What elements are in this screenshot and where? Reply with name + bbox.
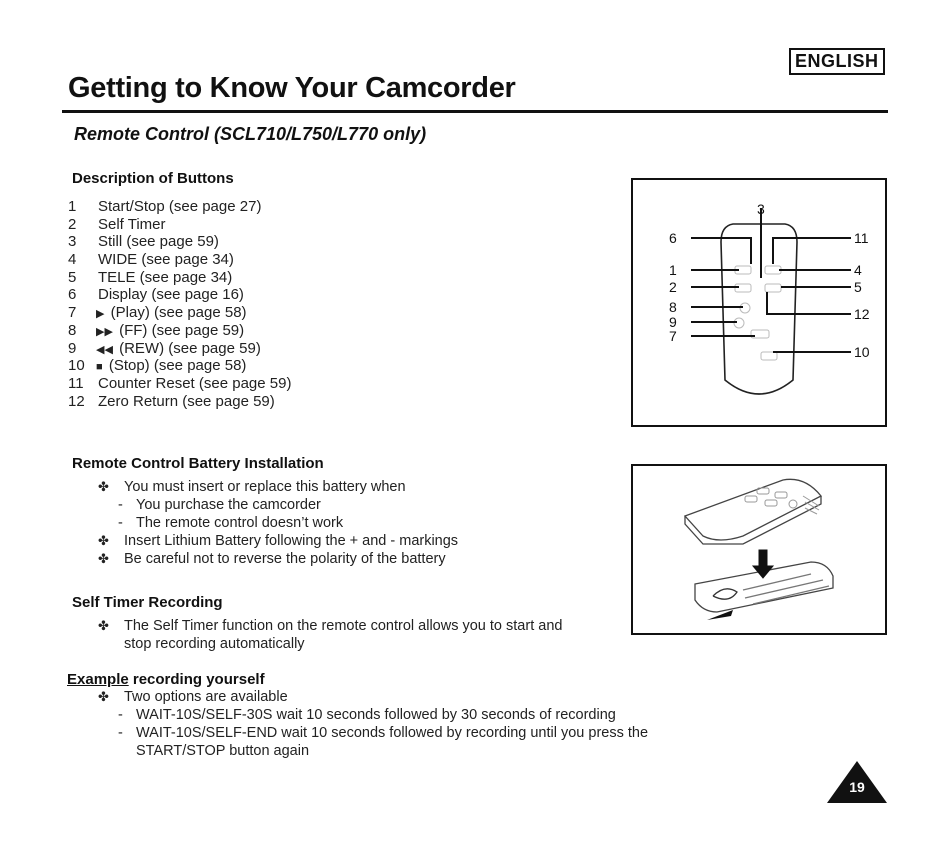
bullet-icon: ✤	[98, 479, 109, 494]
diagram-label-9: 9	[669, 314, 677, 330]
bullet-icon: ✤	[98, 533, 109, 548]
list-item: 3 Still (see page 59)	[68, 233, 219, 251]
example-instructions	[98, 688, 648, 760]
battery-insertion-illustration	[633, 466, 885, 633]
list-item: 4 WIDE (see page 34)	[68, 251, 234, 269]
play-icon: ▶	[96, 308, 105, 321]
list-item: 12 Zero Return (see page 59)	[68, 392, 275, 410]
fast-forward-icon: ▶▶	[96, 325, 113, 338]
button-description-list	[68, 198, 291, 410]
section-title: Remote Control (SCL710/L750/L770 only)	[74, 124, 427, 144]
example-heading	[67, 671, 265, 688]
list-item: START/STOP button again	[136, 743, 310, 759]
list-item: - You purchase the camcorder	[118, 497, 321, 513]
diagram-label-3: 3	[757, 201, 765, 217]
list-item: 2 Self Timer	[68, 215, 166, 233]
diagram-label-11: 11	[854, 230, 869, 246]
list-item: 9 ◀◀ (REW) (see page 59)	[68, 339, 261, 357]
bullet-icon: ✤	[98, 618, 109, 633]
list-item: stop recording automatically	[124, 636, 305, 652]
diagram-label-12: 12	[854, 306, 870, 322]
example-heading-text: recording yourself	[132, 671, 265, 688]
list-item: 5 TELE (see page 34)	[68, 268, 233, 286]
list-item: 8 ▶▶ (FF) (see page 59)	[68, 321, 245, 339]
stop-icon: ■	[96, 361, 103, 374]
diagram-label-4: 4	[854, 262, 862, 278]
self-timer-instructions	[98, 617, 562, 653]
diagram-label-10: 10	[854, 344, 870, 360]
diagram-label-2: 2	[669, 279, 677, 295]
battery-heading: Remote Control Battery Installation	[72, 455, 324, 472]
list-item: 6 Display (see page 16)	[68, 286, 244, 304]
language-badge: ENGLISH	[789, 48, 885, 75]
remote-control-diagram	[631, 178, 887, 427]
self-timer-heading: Self Timer Recording	[72, 594, 223, 611]
bullet-icon: ✤	[98, 689, 109, 704]
list-item: ✤ You must insert or replace this battery when	[98, 479, 406, 495]
list-item: ✤ Two options are available	[98, 689, 288, 705]
page-title: Getting to Know Your Camcorder	[68, 72, 516, 104]
battery-instructions	[98, 478, 458, 568]
diagram-label-6: 6	[669, 230, 677, 246]
title-divider	[62, 110, 888, 113]
description-heading: Description of Buttons	[72, 170, 234, 187]
list-item: 1 Start/Stop (see page 27)	[68, 198, 262, 215]
list-item: ✤ Be careful not to reverse the polarity of the battery	[98, 551, 446, 567]
list-item: - WAIT-10S/SELF-END wait 10 seconds followed by recording until you press the	[118, 725, 649, 741]
list-item: - The remote control doesn’t work	[118, 515, 344, 531]
list-item: 11 Counter Reset (see page 59)	[68, 374, 292, 392]
remote-control-illustration	[633, 180, 885, 425]
diagram-label-7: 7	[669, 328, 677, 344]
battery-installation-diagram	[631, 464, 887, 635]
page-number: 19	[849, 779, 865, 795]
example-label: Example	[67, 671, 129, 688]
diagram-label-8: 8	[669, 299, 677, 315]
bullet-icon: ✤	[98, 551, 109, 566]
list-item: - WAIT-10S/SELF-30S wait 10 seconds followed by 30 seconds of recording	[118, 707, 616, 723]
list-item: 7 ▶ (Play) (see page 58)	[68, 304, 247, 322]
list-item: ✤ Insert Lithium Battery following the + and - markings	[98, 533, 459, 549]
list-item: 10 ■ (Stop) (see page 58)	[68, 357, 247, 375]
list-item: ✤ The Self Timer function on the remote control allows you to start and	[98, 618, 563, 634]
diagram-label-5: 5	[854, 279, 862, 295]
rewind-icon: ◀◀	[96, 343, 113, 356]
diagram-label-1: 1	[669, 262, 677, 278]
